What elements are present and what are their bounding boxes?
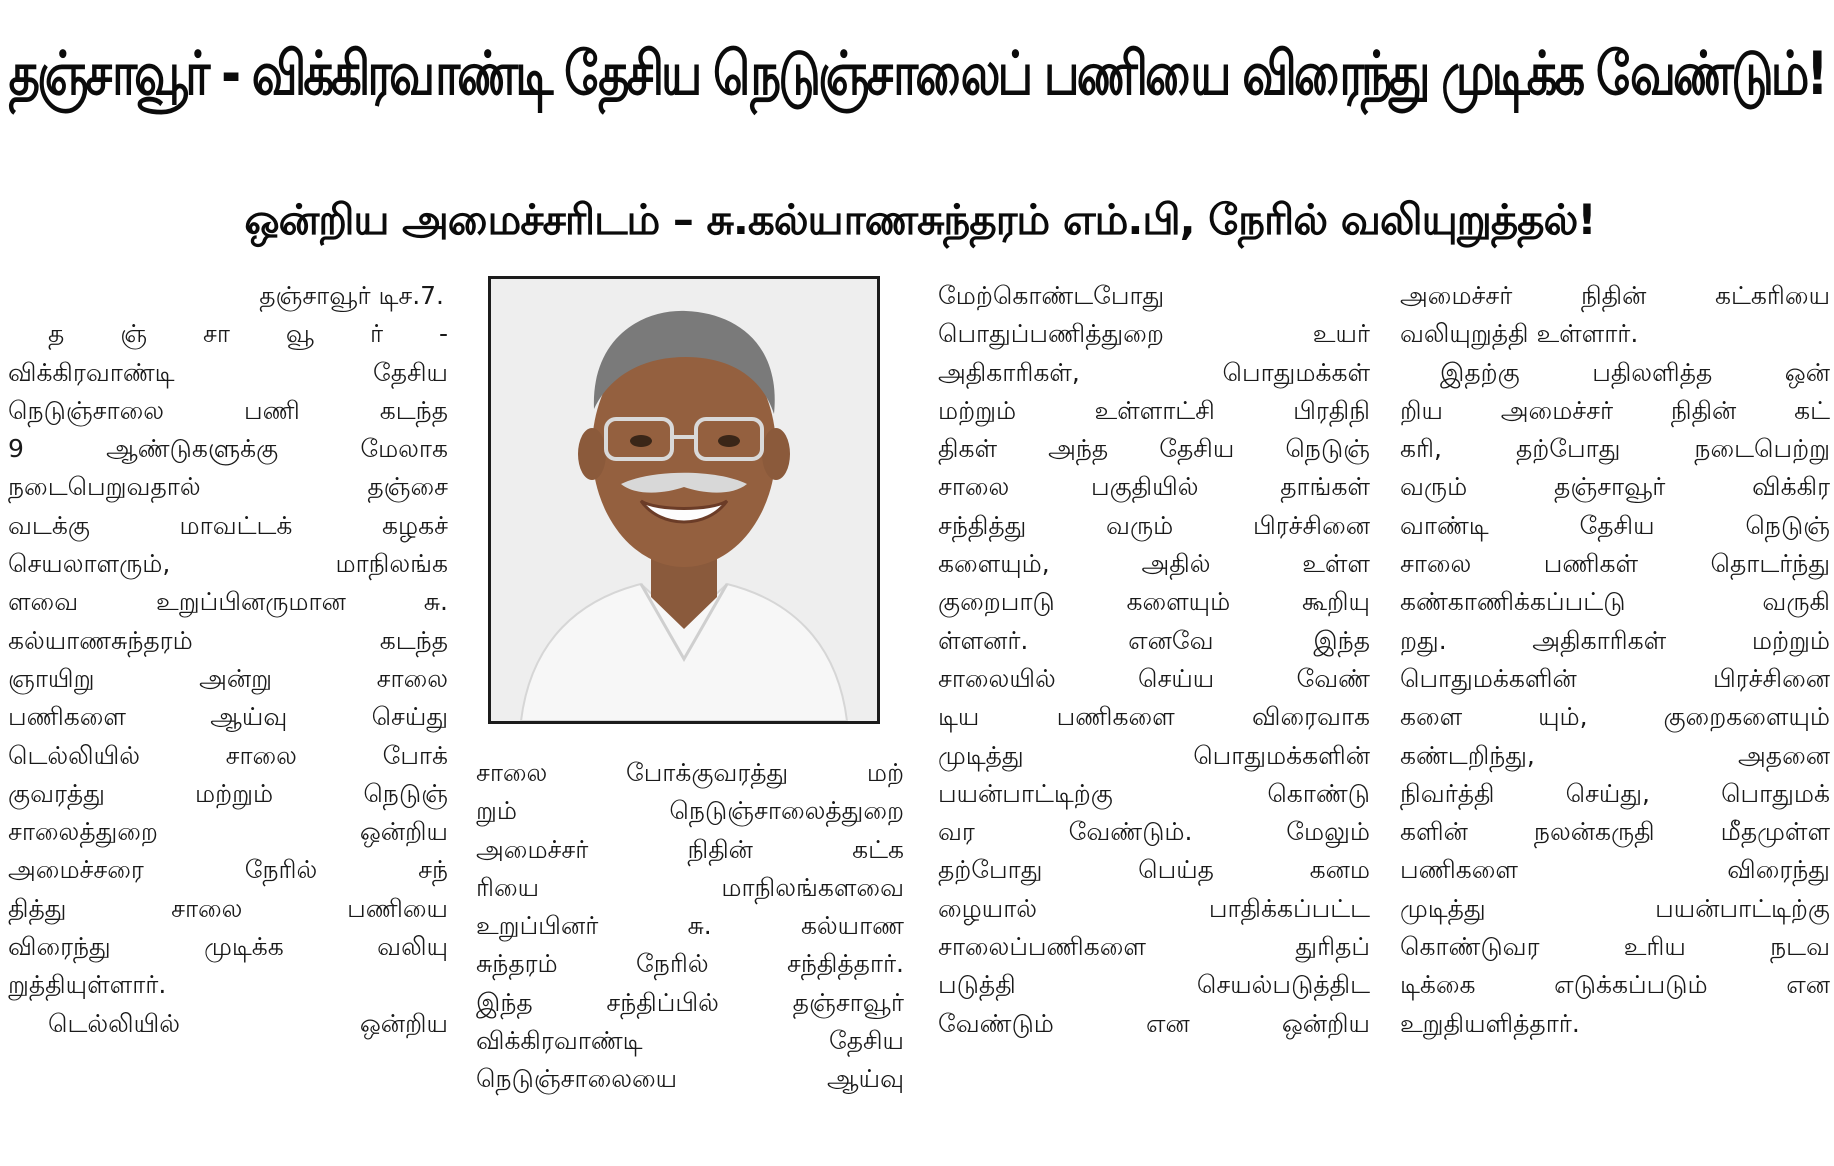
text-line: வரும் தஞ்சாவூர் விக்கிர (1400, 472, 1830, 502)
text-line: பணிகளை விரைந்து (1400, 855, 1830, 885)
text-line: வேண்டும் என ஒன்றிய (938, 1008, 1370, 1038)
text-line: உறுப்பினர் சு. கல்யாண (476, 911, 904, 941)
text-line: பொதுமக்களின் பிரச்சினை (1400, 663, 1830, 693)
text-line: அமைச்சர் நிதின் கட்க (476, 834, 904, 864)
text-line: செயலாளரும், மாநிலங்க (8, 549, 448, 579)
text-line: டெல்லியில் ஒன்றிய (48, 1008, 448, 1038)
text-line: ஞாயிறு அன்று சாலை (8, 663, 448, 693)
text-line: சாலைத்துறை ஒன்றிய (8, 817, 448, 847)
text-line: களின் நலன்கருதி மீதமுள்ள (1400, 817, 1830, 847)
text-line: டிக்கை எடுக்கப்படும் என (1400, 970, 1830, 1000)
text-line: கொண்டுவர உரிய நடவ (1400, 932, 1830, 962)
text-line: வாண்டி தேசிய நெடுஞ் (1400, 510, 1830, 540)
text-line: வர வேண்டும். மேலும் (938, 817, 1370, 847)
text-line: கல்யாணசுந்தரம் கடந்த (8, 625, 448, 655)
text-line: உறுதியளித்தார். (1400, 1008, 1580, 1038)
text-line: கண்காணிக்கப்பட்டு வருகி (1400, 587, 1830, 617)
text-line: பொதுப்பணித்துறை உயர் (938, 319, 1370, 349)
text-line: சாலை பணிகள் தொடர்ந்து (1400, 549, 1830, 579)
text-line: சுந்தரம் நேரில் சந்தித்தார். (476, 949, 904, 979)
text-line: அமைச்சரை நேரில் சந் (8, 855, 448, 885)
text-line: களையும், அதில் உள்ள (938, 549, 1370, 579)
text-line: கரி, தற்போது நடைபெற்று (1400, 434, 1830, 464)
text-line: டெல்லியில் சாலை போக் (8, 740, 448, 770)
text-line: நடைபெறுவதால் தஞ்சை (8, 472, 448, 502)
portrait-photo (488, 276, 880, 724)
text-line: ழையால் பாதிக்கப்பட்ட (938, 893, 1370, 923)
text-line: றது. அதிகாரிகள் மற்றும் (1400, 625, 1830, 655)
subheadline: ஒன்றிய அமைச்சரிடம் – சு.கல்யாணசுந்தரம் எம்.பி, நேரில் வலியுறுத்தல்! (244, 195, 1596, 244)
text-line: பயன்பாட்டிற்கு கொண்டு (938, 778, 1370, 808)
headline: தஞ்சாவூர் - விக்கிரவாண்டி தேசிய நெடுஞ்சாலைப் பணியை விரைந்து முடிக்க வேண்டும்! (8, 39, 1826, 109)
article-column-1 (8, 277, 448, 1043)
text-line: விரைந்து முடிக்க வலியு (8, 932, 448, 962)
text-line: றும் நெடுஞ்சாலைத்துறை (476, 796, 904, 826)
portrait-illustration (491, 279, 877, 721)
text-line: றுத்தியுள்ளார். (8, 970, 167, 1000)
text-line: பணிகளை ஆய்வு செய்து (8, 702, 448, 732)
text-line: குறைபாடு களையும் கூறியு (938, 587, 1370, 617)
text-line: திகள் அந்த தேசிய நெடுஞ் (938, 434, 1370, 464)
text-line: நெடுஞ்சாலை பணி கடந்த (8, 395, 448, 425)
text-line: முடித்து பயன்பாட்டிற்கு (1400, 893, 1830, 923)
article-column-4 (1400, 277, 1830, 1043)
text-line: வலியுறுத்தி உள்ளார். (1400, 319, 1639, 349)
text-line: விக்கிரவாண்டி தேசிய (476, 1026, 904, 1056)
text-line: அதிகாரிகள், பொதுமக்கள் (938, 357, 1370, 387)
text-line: முடித்து பொதுமக்களின் (938, 740, 1370, 770)
text-line: ளவை உறுப்பினருமான சு. (8, 587, 448, 617)
dateline: தஞ்சாவூர் டிச.7. (259, 281, 444, 310)
text-line: அமைச்சர் நிதின் கட்கரியை (1400, 281, 1830, 310)
text-line: விக்கிரவாண்டி தேசிய (8, 357, 448, 387)
text-line: டிய பணிகளை விரைவாக (938, 702, 1370, 732)
text-line: த ஞ் சா வூ ர் - (48, 319, 448, 349)
text-line: படுத்தி செயல்படுத்திட (938, 970, 1370, 1000)
text-line: தித்து சாலை பணியை (8, 893, 448, 923)
text-line: களை யும், குறைகளையும் (1400, 702, 1830, 732)
article-column-2 (476, 754, 904, 1099)
text-line: சாலை போக்குவரத்து மற் (476, 758, 904, 787)
text-line: தற்போது பெய்த கனம (938, 855, 1370, 885)
text-line: குவரத்து மற்றும் நெடுஞ் (8, 778, 448, 808)
text-line: ள்ளனர். எனவே இந்த (938, 625, 1370, 655)
text-line: மற்றும் உள்ளாட்சி பிரதிநி (938, 395, 1370, 425)
text-line: சாலைப்பணிகளை துரிதப் (938, 932, 1370, 962)
text-line: இதற்கு பதிலளித்த ஒன் (1440, 357, 1830, 387)
text-line: நிவர்த்தி செய்து, பொதுமக் (1400, 778, 1830, 808)
text-line: ரியை மாநிலங்களவை (476, 872, 904, 902)
text-line: கண்டறிந்து, அதனை (1400, 740, 1830, 770)
article-column-3 (938, 277, 1370, 1043)
text-line: இந்த சந்திப்பில் தஞ்சாவூர் (476, 987, 904, 1017)
text-line: மேற்கொண்டபோது (938, 281, 1165, 310)
text-line: 9 ஆண்டுகளுக்கு மேலாக (8, 434, 448, 464)
text-line: சந்தித்து வரும் பிரச்சினை (938, 510, 1370, 540)
text-line: சாலை பகுதியில் தாங்கள் (938, 472, 1370, 502)
text-line: றிய அமைச்சர் நிதின் கட் (1400, 395, 1830, 425)
text-line: சாலையில் செய்ய வேண் (938, 663, 1370, 693)
text-line: வடக்கு மாவட்டக் கழகச் (8, 510, 448, 540)
text-line: நெடுஞ்சாலையை ஆய்வு (476, 1064, 904, 1094)
